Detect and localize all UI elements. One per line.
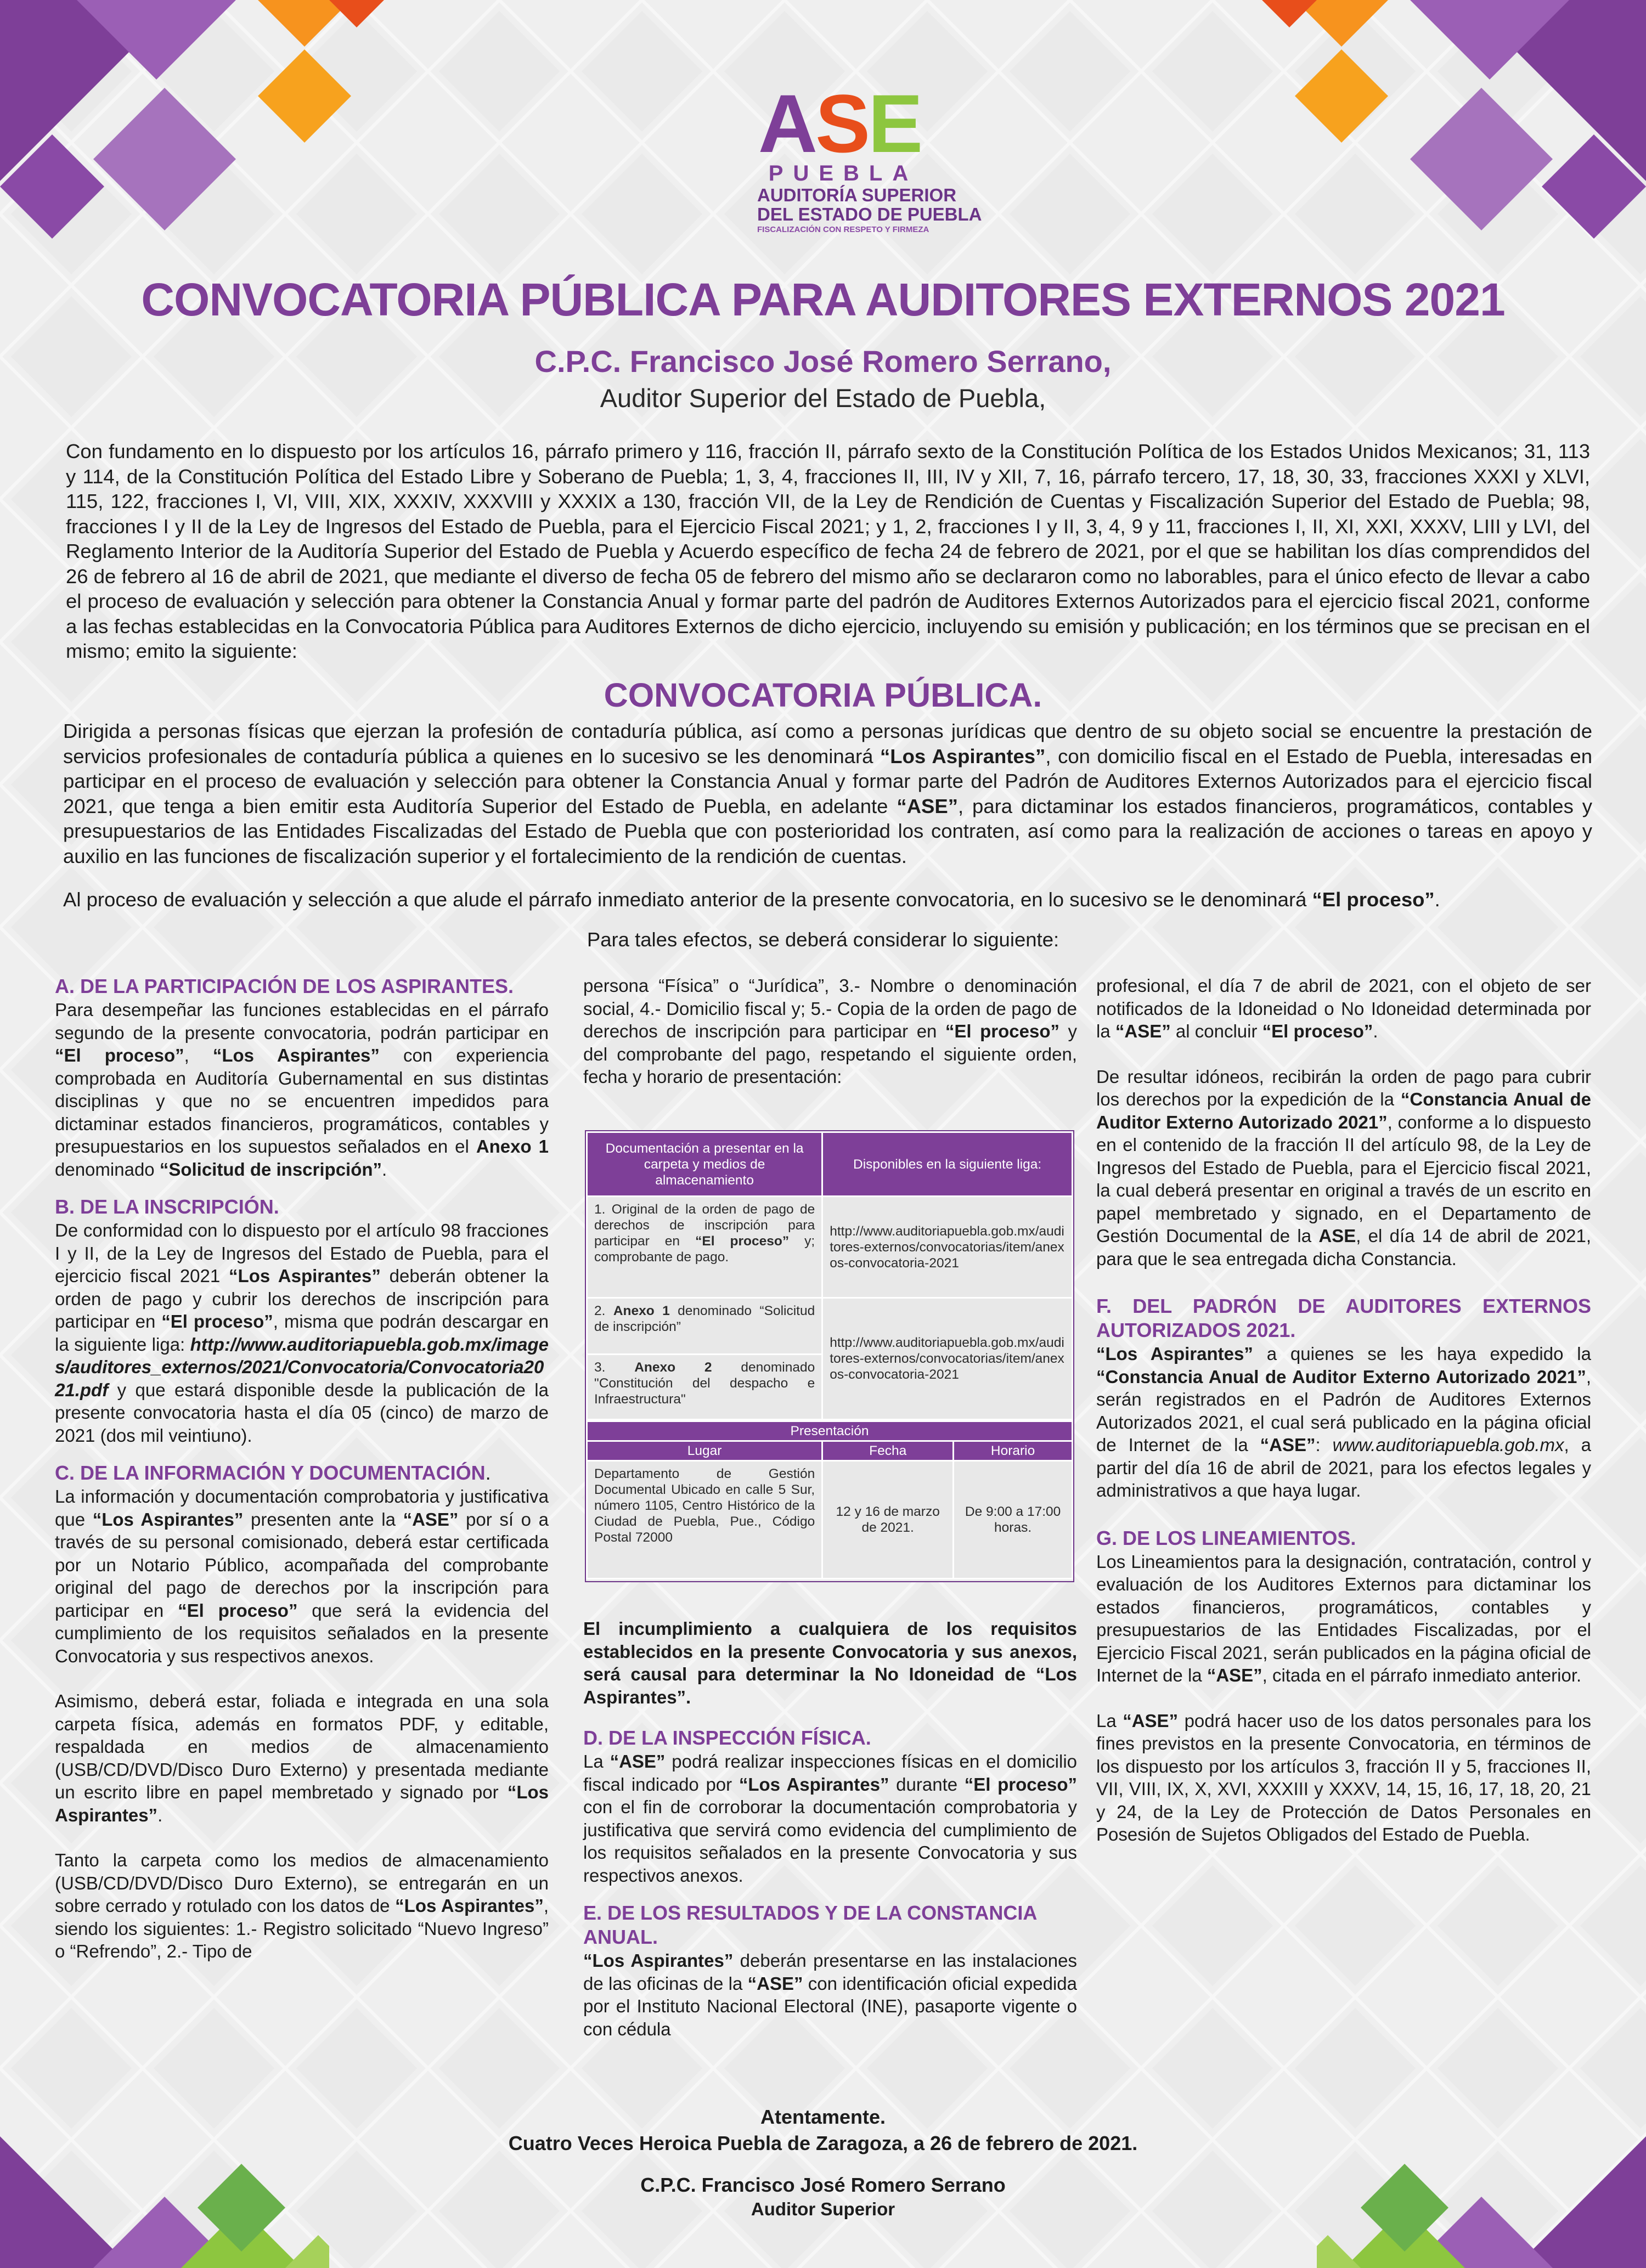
text-run: La información y documentación comprobatoria y justificativa que [55, 1486, 549, 1530]
section-g-heading: G. DE LOS LINEAMIENTOS. [1096, 1526, 1356, 1549]
section-f-body [1096, 1342, 1591, 1502]
column-middle [583, 974, 1077, 1088]
bold-run: “Los Aspirantes” [229, 1266, 381, 1286]
bold-run: “Los Aspirantes” [1096, 1344, 1253, 1364]
section-e-body [583, 1949, 1077, 2040]
logo-wordmark [757, 77, 922, 170]
column-middle-lower [583, 1617, 1077, 2040]
logo-puebla: PUEBLA [768, 161, 918, 185]
logo-line-1: AUDITORÍA SUPERIOR [757, 185, 957, 205]
bold-run: “ASE” [1123, 1710, 1179, 1731]
text-run: , serán registrados en el Padrón de Auditores Externos Autorizados 2021, el cual será publicado en la página oficial de Internet de la [1096, 1366, 1591, 1455]
text-run: con experiencia comprobada en Auditoría Gubernamental en sus distintas disciplinas y que no se encuentren impedidos para dictaminar estados financieros, programáticos, contables y presupuestarios en los supuestos señalados en el [55, 1045, 549, 1156]
text-run: deberán obtener la orden de pago y cubrir los derechos de inscripción para participar en [55, 1266, 549, 1332]
text-run: deberán presentarse en las instalaciones de las oficinas de la [583, 1950, 1077, 1994]
section-g-body-2 [1096, 1710, 1591, 1846]
bold-run: “El proceso” [1262, 1021, 1373, 1041]
padron-link[interactable]: www.auditoriapuebla.gob.mx [1332, 1435, 1564, 1455]
closing-atentamente: Atentamente. [760, 2106, 886, 2128]
table-cell: Departamento de Gestión Documental Ubicado en calle 5 Sur, número 1105, Centro Histórico de la Ciudad de Puebla, Pue., Código Postal 72000 [587, 1461, 822, 1579]
closing-place-date: Cuatro Veces Heroica Puebla de Zaragoza, a 26 de febrero de 2021. [508, 2132, 1138, 2154]
bold-run: “El proceso” [695, 1234, 790, 1249]
section-e-body-2 [1096, 1065, 1591, 1271]
convocatoria-heading: CONVOCATORIA PÚBLICA. [604, 676, 1042, 714]
text-run: denominado [55, 1159, 160, 1180]
table-header-row [587, 1441, 1073, 1461]
bold-run: “ASE” [897, 794, 958, 817]
bold-run: “Los Aspirantes” [55, 1782, 549, 1825]
heading-text: C. DE LA INFORMACIÓN Y DOCUMENTACIÓN [55, 1462, 486, 1484]
bold-run: “Los Aspirantes” [212, 1045, 380, 1065]
text-run: que será la evidencia del cumplimiento de los requisitos señalados en la presente Convocatoria y sus respectivos anexos. [55, 1600, 549, 1666]
text-run: La [1096, 1710, 1123, 1731]
text-run: , a partir del día 16 de abril de 2021, para los efectos legales y administrativos a que haya lugar. [1096, 1435, 1591, 1500]
text-run: Al proceso de evaluación y selección a que alude el párrafo inmediato anterior de la presente convocatoria, en lo sucesivo se le denominará [63, 888, 1312, 911]
text-run: 3. [594, 1360, 635, 1375]
documents-table [586, 1131, 1073, 1420]
section-c-heading [55, 1461, 549, 1485]
text-run: Los Lineamientos para la designación, contratación, control y evaluación de los Auditores Externos para dictaminar los estados financieros, programáticos, contables y presupuestarios de las Entidades Fiscalizadas, por el Ejercicio Fiscal 2021, serán publicados en la página oficial de Internet de la [1096, 1551, 1591, 1685]
section-e-heading: E. DE LOS RESULTADOS Y DE LA CONSTANCIA ANUAL. [583, 1902, 1037, 1948]
bold-run: “Solicitud de inscripción” [159, 1159, 382, 1180]
table-header: Horario [954, 1441, 1073, 1461]
table-header: Fecha [822, 1441, 954, 1461]
table-cell [587, 1355, 822, 1420]
incumplimiento-paragraph [583, 1617, 1077, 1708]
documentation-table [585, 1130, 1074, 1582]
text-run: . [1434, 888, 1440, 911]
text-run: y que estará disponible desde la publicación de la presente convocatoria hasta el día 05 (cinco) de marzo de 2021 (dos mil veintiuno). [55, 1379, 549, 1446]
section-b-body [55, 1219, 549, 1447]
bold-run: “El proceso” [178, 1600, 298, 1621]
section-d-body [583, 1750, 1077, 1887]
text-run: denominado "Constitución del despacho e Infraestructura" [594, 1360, 815, 1407]
signer-name: C.P.C. Francisco José Romero Serrano, [534, 344, 1112, 379]
bold-run: “Los Aspirantes” [395, 1895, 544, 1916]
bold-run: Anexo 1 [613, 1304, 670, 1318]
bold-run: “ASE” [1115, 1021, 1171, 1041]
al-proceso-paragraph [63, 887, 1592, 912]
text-run: por sí o a través de su personal comisionado, deberá estar certificada por un Notario Público, acompañada del comprobante original del pago de derechos por la inscripción para participar en [55, 1509, 549, 1621]
section-c-body-3 [55, 1849, 549, 1963]
bold-run: “ASE” [610, 1751, 666, 1771]
text-run: , citada en el párrafo inmediato anterior. [1262, 1665, 1582, 1685]
bold-run: “Los Aspirantes” [92, 1509, 244, 1530]
bold-run: “ASE” [403, 1509, 459, 1530]
table-cell: 12 y 16 de marzo de 2021. [822, 1461, 954, 1579]
section-c-body-1 [55, 1485, 549, 1667]
text-run: . [157, 1804, 163, 1825]
dirigida-paragraph [63, 719, 1592, 868]
intro-paragraph: Con fundamento en lo dispuesto por los artículos 16, párrafo primero y 116, fracción II, párrafo sexto de la Constitución Política de los Estados Unidos Mexicanos; 31, 113 y 114, de la Constitución Política del Estado Libre y Soberano de Puebla; 1, 3, 4, fracciones II, III, IV y XII, 7, 16, párrafo tercero, 17, 18, 30, 33, fracciones XXXI y XLVI, 115, 122, fracciones I, VI, VIII, XIX, XXXIV, XXXVIII y XXXIX a 130, fracción VII, de la Ley de Rendición de Cuentas y Fiscalización Superior del Estado de Puebla; 98, fracciones I y II de la Ley de Ingresos del Estado de Puebla, para el Ejercicio Fiscal 2021; y 1, 2, fracciones I y II, 3, 4, 9 y 11, fracciones I, II, XI, XXI, XXXV, LIII y LVI, del Reglamento Interior de la Auditoría Superior del Estado de Puebla y Acuerdo específico de fecha 24 de febrero de 2021, por el que se habilitan los días comprendidos del 26 de febrero al 16 de abril de 2021, que mediante el diverso de fecha 05 de febrero del mismo año se declararon como no laborables, para el único efecto de llevar a cabo el proceso de evaluación y selección para obtener la Constancia Anual y formar parte del padrón de Auditores Externos Autorizados para el ejercicio fiscal 2021, conforme a las fechas establecidas en la Convocatoria Pública para Auditores Externos de dicho ejercicio, incluyendo su emisión y publicación; en los términos que se precisan en el mismo; emito la siguiente: [66, 440, 1590, 662]
text-run: , para dictaminar los estados financieros, programáticos, contables y presupuestarios de las Entidades Fiscalizadas del Estado de Puebla que con posterioridad los contraten, así como para la realización de acciones o tareas en apoyo y auxilio en las funciones de fiscalización superior y el fortalecimiento de la rendición de cuentas. [63, 794, 1592, 867]
para-tales-line: Para tales efectos, se deberá considerar lo siguiente: [587, 928, 1059, 951]
logo-line-2: DEL ESTADO DE PUEBLA [757, 204, 982, 224]
table-link-cell[interactable]: http://www.auditoriapuebla.gob.mx/auditores-externos/convocatorias/item/anexos-convocatoria-2021 [822, 1298, 1073, 1420]
text-run: De resultar idóneos, recibirán la orden de pago para cubrir los derechos por la expedición de la [1096, 1066, 1591, 1109]
section-d-heading: D. DE LA INSPECCIÓN FÍSICA. [583, 1727, 871, 1749]
bold-run: Anexo 1 [476, 1136, 549, 1156]
bold-run: “Los Aspirantes” [739, 1774, 889, 1795]
text-run: : [1315, 1435, 1333, 1455]
bold-run: Anexo 2 [634, 1360, 712, 1375]
section-f-heading: F. DEL PADRÓN DE AUDITORES EXTERNOS AUTORIZADOS 2021. [1096, 1295, 1591, 1341]
text-run: profesional, el día 7 de abril de 2021, con el objeto de ser notificados de la Idoneidad o No Idoneidad determinada por la [1096, 975, 1591, 1041]
logo-letter-e: E [868, 77, 921, 170]
section-e-body-cont [1096, 974, 1591, 1043]
table-row [587, 1298, 1073, 1355]
text-run: Dirigida a personas físicas que ejerzan la profesión de contaduría pública, así como a personas jurídicas que dentro de su objeto social se encuentre la prestación de servicios profesionales de contaduría pública a quienes en lo sucesivo se les denominará [63, 720, 1592, 768]
table-row [587, 1197, 1073, 1298]
column-left [55, 974, 549, 1963]
text-run: a quienes se les haya expedido la [1253, 1344, 1591, 1364]
logo-tagline: FISCALIZACIÓN CON RESPETO Y FIRMEZA [757, 225, 929, 235]
text-run: . [1373, 1021, 1378, 1041]
section-a-heading: A. DE LA PARTICIPACIÓN DE LOS ASPIRANTES. [55, 975, 514, 997]
text-run: persona “Física” o “Jurídica”, 3.- Nombre o denominación social, 4.- Domicilio fiscal y; 5.- Copia de la orden de pago de derechos de inscripción para participar en [583, 975, 1077, 1041]
text-run: , conforme a lo dispuesto en el contenido de la fracción II del artículo 98, de la Ley de Ingresos del Estado de Puebla, para el Ejercicio fiscal 2021, la cual deberá presentar en original a través de un escrito en papel membretado y signado, en el Departamento de Gestión Documental de la [1096, 1112, 1591, 1246]
text-run: De conformidad con lo dispuesto por el artículo 98 fracciones I y II, de la Ley de Ingresos del Estado de Puebla, para el ejercicio fiscal 2021 [55, 1220, 549, 1286]
text-run: Tanto la carpeta como los medios de almacenamiento (USB/CD/DVD/Disco Duro Externo), se entregarán en un sobre cerrado y rotulado con los datos de [55, 1850, 549, 1916]
bold-run: “Constancia Anual de Auditor Externo Autorizado 2021” [1096, 1089, 1592, 1132]
text-run: y del comprobante del pago, respetando el siguiente orden, fecha y horario de presentación: [583, 1021, 1077, 1087]
logo-letter-a: A [758, 77, 816, 170]
section-g-body-1 [1096, 1550, 1591, 1687]
text-run: denominado “Solicitud de inscripción” [594, 1304, 815, 1334]
text-run: presenten ante la [243, 1509, 403, 1530]
section-c-body-3-cont [583, 974, 1077, 1088]
text-run: , [184, 1045, 213, 1065]
bold-run: “Los Aspirantes” [583, 1950, 734, 1971]
text-run: podrá realizar inspecciones físicas en el domicilio fiscal indicado por [583, 1751, 1078, 1795]
text-run: podrá hacer uso de los datos personales para los fines previstos en la presente Convocatoria, en términos de los dispuesto por los artículos 3, fracción II y 5, fracciones II, VII, VIII, IX, X, XVI, XXXIII y XXXV, 14, 15, 16, 17, 18, 20, 21 y 24, de la Ley de Protección de Datos Personales en Posesión de Sujetos Obligados del Estado de Puebla. [1096, 1710, 1592, 1844]
table-cell [587, 1197, 822, 1298]
section-c-body-2 [55, 1690, 549, 1826]
bold-run: “Constancia Anual de Auditor Externo Autorizado 2021” [1096, 1366, 1586, 1387]
bold-run: “ASE” [1260, 1435, 1316, 1455]
text-run: durante [889, 1774, 965, 1795]
closing-signer-role: Auditor Superior [751, 2199, 895, 2219]
inscripcion-link[interactable]: http://www.auditoriapuebla.gob.mx/images/auditores_externos/2021/Convocatoria/Convocatoria2021.pdf [55, 1334, 549, 1400]
signer-role: Auditor Superior del Estado de Puebla, [600, 383, 1046, 413]
text-run: 1. Original de la orden de pago de derechos de inscripción para participar en [594, 1202, 815, 1249]
bold-run: “ASE” [1207, 1665, 1262, 1685]
bold-run: “El proceso” [161, 1311, 273, 1332]
closing-signer-name: C.P.C. Francisco José Romero Serrano [640, 2174, 1006, 2196]
text-run: , misma que podrán descargar en la siguiente liga: [55, 1311, 549, 1355]
bold-run: ASE [1318, 1226, 1356, 1246]
bold-run: El incumplimiento a cualquiera de los requisitos establecidos en la presente Convocatoria y sus anexos, será causal para determinar la No Idoneidad de “Los Aspirantes”. [583, 1618, 1077, 1707]
text-run: al concluir [1170, 1021, 1262, 1041]
text-run: . [382, 1159, 387, 1180]
text-run: con el fin de corroborar la documentación comprobatoria y justificativa que servirá como evidencia del cumplimiento de los requisitos señalados en la presente Convocatoria y sus respectivos anexos. [583, 1797, 1077, 1886]
page-title: CONVOCATORIA PÚBLICA PARA AUDITORES EXTERNOS 2021 [141, 274, 1505, 325]
text-run: Para desempeñar las funciones establecidas en el párrafo segundo de la presente convocatoria, podrán participar en [55, 1000, 549, 1043]
text-run: 2. [594, 1304, 613, 1318]
logo-letter-s: S [815, 77, 869, 170]
text-run: con identificación oficial expedida por el Instituto Nacional Electoral (INE), pasaporte vigente o con cédula [583, 1973, 1078, 2039]
bold-run: “ASE” [747, 1973, 803, 1994]
presentation-table [586, 1420, 1073, 1579]
ase-logo [757, 77, 982, 235]
table-header: Disponibles en la siguiente liga: [822, 1132, 1073, 1197]
column-right [1096, 974, 1591, 1846]
text-run: La [583, 1751, 610, 1771]
table-row [587, 1461, 1073, 1579]
heading-dot: . [485, 1462, 491, 1484]
table-link-cell[interactable]: http://www.auditoriapuebla.gob.mx/auditores-externos/convocatorias/item/anexos-convocatoria-2021 [822, 1197, 1073, 1298]
bold-run: “El proceso” [1312, 888, 1435, 911]
bold-run: “El proceso” [964, 1774, 1077, 1795]
bold-run: “El proceso” [945, 1021, 1059, 1041]
text-run: y; comprobante de pago. [594, 1234, 815, 1265]
text-run: Asimismo, deberá estar, foliada e integrada en una sola carpeta física, además en formatos PDF, y editable, respaldada en medios de almacenamiento (USB/CD/DVD/Disco Duro Externo) y presentada mediante un escrito libre en papel membretado y signado por [55, 1691, 549, 1802]
table-header-row [587, 1132, 1073, 1197]
section-b-heading: B. DE LA INSCRIPCIÓN. [55, 1195, 279, 1218]
table-cell [587, 1298, 822, 1355]
section-a-body [55, 998, 549, 1181]
text-run: , el día 14 de abril de 2021, para que le sea entregada dicha Constancia. [1096, 1226, 1591, 1269]
table-header: Lugar [587, 1441, 822, 1461]
table-header: Documentación a presentar en la carpeta y medios de almacenamiento [587, 1132, 822, 1197]
table-header-row [587, 1421, 1073, 1441]
text-run: , con domicilio fiscal en el Estado de Puebla, interesadas en participar en el proceso de evaluación y selección para obtener la Constancia Anual y formar parte del Padrón de Auditores Externos Autorizados para el ejercicio fiscal 2021, que tenga a bien emitir esta Auditoría Superior del Estado de Puebla, en adelante [63, 744, 1593, 817]
table-header: Presentación [587, 1421, 1073, 1441]
bold-run: “El proceso” [55, 1045, 184, 1065]
table-cell: De 9:00 a 17:00 horas. [954, 1461, 1073, 1579]
bold-run: “Los Aspirantes” [880, 744, 1046, 768]
text-run: , siendo los siguientes: 1.- Registro solicitado “Nuevo Ingreso” o “Refrendo”, 2.- Tipo de [55, 1895, 549, 1961]
